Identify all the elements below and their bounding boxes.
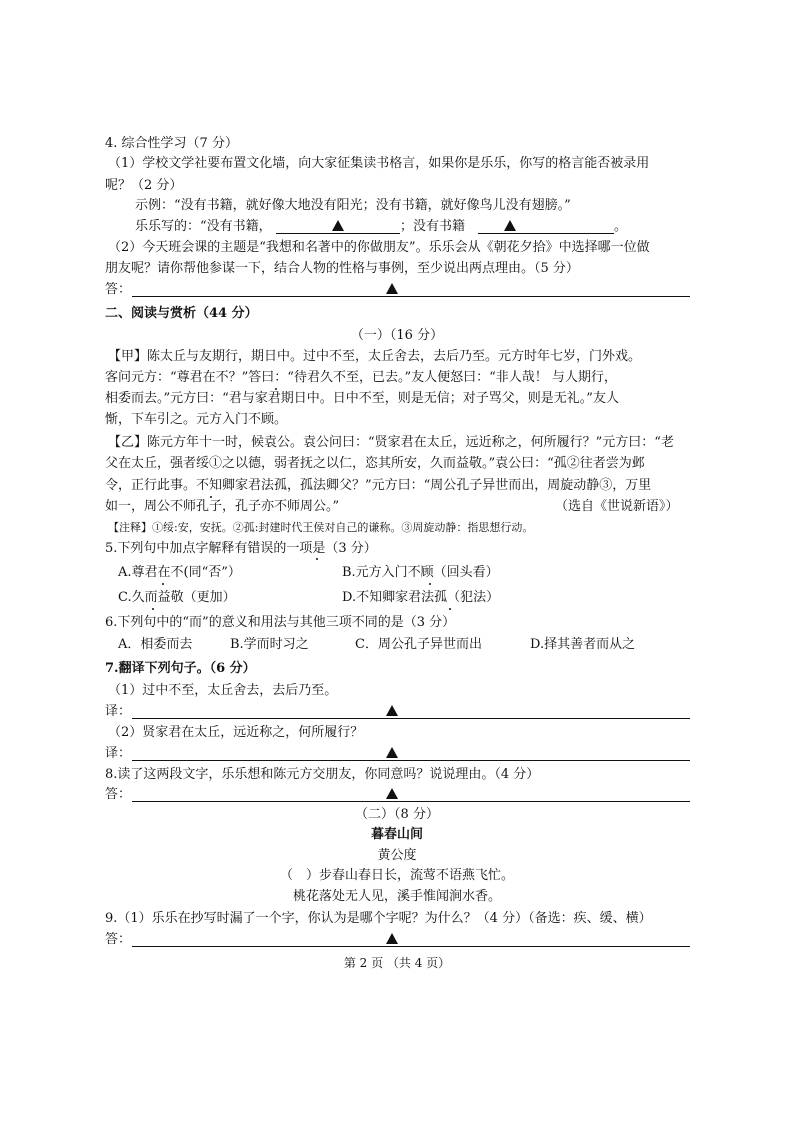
part1-title: （一）（16 分） <box>350 328 444 343</box>
q7-sentence-2: （2）贤家君在太丘，远近称之，何所履行？ <box>108 725 364 740</box>
answer-line-q9[interactable] <box>132 946 690 947</box>
triangle-up-icon <box>504 220 516 231</box>
q9-title: 9.（1）乐乐在抄写时漏了一个字，你认为是哪个字呢？为什么？（4 分）（备选：疾、缓、横） <box>105 911 652 926</box>
q4-lele-middle: ；没有书籍 <box>400 219 466 234</box>
part2-title: （二）（8 分） <box>355 807 439 822</box>
passage-yi-line1: 【乙】陈元方年十一时，候袁公。袁公问曰：“贤家君在太丘，远近称之，何所履行？”元方曰：“老 <box>108 435 674 450</box>
q5-title: 5.下列句中加点字解释有错误的一项是（3 分） <box>105 541 377 556</box>
answer-line-q4[interactable] <box>132 296 690 297</box>
emphasis-dot <box>152 608 154 610</box>
q6-option-a[interactable]: A．相委而去 <box>118 637 193 652</box>
triangle-up-icon <box>386 747 398 758</box>
q4-example: 示例：“没有书籍，就好像大地没有阳光；没有书籍，就好像鸟儿没有翅膀。” <box>135 198 571 213</box>
q4-blank-1[interactable] <box>276 233 400 234</box>
passage-source: （选自《世说新语》） <box>555 499 679 514</box>
passage-jia-line1: 【甲】陈太丘与友期行，期日中。过中不至，太丘舍去，去后乃至。元方时年七岁，门外戏。 <box>108 349 642 364</box>
emphasis-dot <box>162 583 164 585</box>
q4-blank-2[interactable] <box>478 233 614 234</box>
q6-option-d[interactable]: D.择其善者而从之 <box>530 637 636 652</box>
triangle-up-icon <box>386 933 398 944</box>
poem-author: 黄公度 <box>377 848 417 863</box>
poem-line-1: （ ）步春山春日长，流莺不语燕飞忙。 <box>279 868 514 883</box>
q8-title: 8.读了这两段文字，乐乐想和陈元方交朋友，你同意吗？说说理由。（4 分） <box>105 767 540 782</box>
answer-line-q8[interactable] <box>132 801 690 802</box>
answer-label: 答： <box>105 787 132 802</box>
q4-title: 4. 综合性学习（7 分） <box>105 136 238 151</box>
q5-option-b[interactable]: B.元方入门不顾（回头看） <box>342 565 499 580</box>
passage-yi-line4: 如一，周公不师孔子，孔子亦不师周公。” <box>105 499 340 514</box>
q6-option-c[interactable]: C．周公孔子异世而出 <box>355 637 482 652</box>
q5-option-d[interactable]: D.不知卿家君法孤（犯法） <box>342 590 500 605</box>
q4-part1-line1: （1）学校文学社要布置文化墙，向大家征集读书格言，如果你是乐乐，你写的格言能否被录用 <box>108 156 650 171</box>
emphasis-dot <box>316 558 318 560</box>
q4-part2-line2: 朋友呢？请你帮他参谋一下，结合人物的性格与事例，至少说出两点理由。（5 分） <box>105 261 579 276</box>
triangle-up-icon <box>386 705 398 716</box>
q7-sentence-1: （1）过中不至，太丘舍去，去后乃至。 <box>108 683 338 698</box>
q4-part1-line2: 呢？（2 分） <box>105 178 183 193</box>
answer-line-q7-1[interactable] <box>132 718 690 719</box>
emphasis-dot <box>449 608 451 610</box>
translate-label: 译： <box>105 704 132 719</box>
q6-title: 6.下列句中的“而”的意义和用法与其他三项不同的是（3 分） <box>105 615 456 630</box>
passage-jia-line3: 相委而去。”元方曰：“君与家君期日中。日中不至，则是无信；对子骂父，则是无礼。”友人 <box>105 391 619 406</box>
section-title: 二、阅读与赏析（44 分） <box>105 306 258 321</box>
passage-jia-line4: 惭，下车引之。元方入门不顾。 <box>105 412 288 427</box>
answer-label: 答： <box>105 932 132 947</box>
q4-lele-prefix: 乐乐写的：“没有书籍， <box>135 219 272 234</box>
q4-lele-suffix: 。 <box>614 219 628 234</box>
q5-option-a[interactable]: A.尊君在不(同“否”） <box>118 565 241 580</box>
answer-line-q7-2[interactable] <box>132 760 690 761</box>
poem-title: 暮春山间 <box>370 827 423 842</box>
footnote: 【注释】①绥:安，安抚。②孤:封建时代王侯对自己的谦称。③周旋动静：指思想行动。 <box>108 521 534 534</box>
triangle-up-icon <box>332 220 344 231</box>
passage-jia-line2: 客问元方：“尊君在不？”答曰：“待君久不至，已去。”友人便怒曰：“非人哉！ 与人期行， <box>105 370 617 385</box>
answer-label: 答： <box>105 282 132 297</box>
translate-label: 译： <box>105 746 132 761</box>
q7-title: 7.翻译下列句子。（6 分） <box>105 661 256 676</box>
q4-part2-line1: （2）今天班会课的主题是“我想和名著中的你做朋友”。乐乐会从《朝花夕拾》中选择哪一位做 <box>108 240 650 255</box>
q6-option-b[interactable]: B.学而时习之 <box>230 637 309 652</box>
page-footer: 第 2 页 （共 4 页） <box>343 956 451 970</box>
triangle-up-icon <box>386 283 398 294</box>
triangle-up-icon <box>386 788 398 799</box>
emphasis-dot <box>429 583 431 585</box>
passage-yi-line3: 令，正行此事。不知卿家君法孤，孤法卿父？”元方曰：“周公孔子异世而出，周旋动静③，万里 <box>105 478 652 493</box>
passage-yi-line2: 父在太丘，强者绥①之以德，弱者抚之以仁，恣其所安，久而益敬。”袁公曰：“孤②往者尝为邺 <box>105 456 645 471</box>
q5-option-c[interactable]: C.久而益敬（更加） <box>118 590 236 605</box>
poem-line-2: 桃花落处无人见，溪手惟闻涧水香。 <box>292 889 501 904</box>
